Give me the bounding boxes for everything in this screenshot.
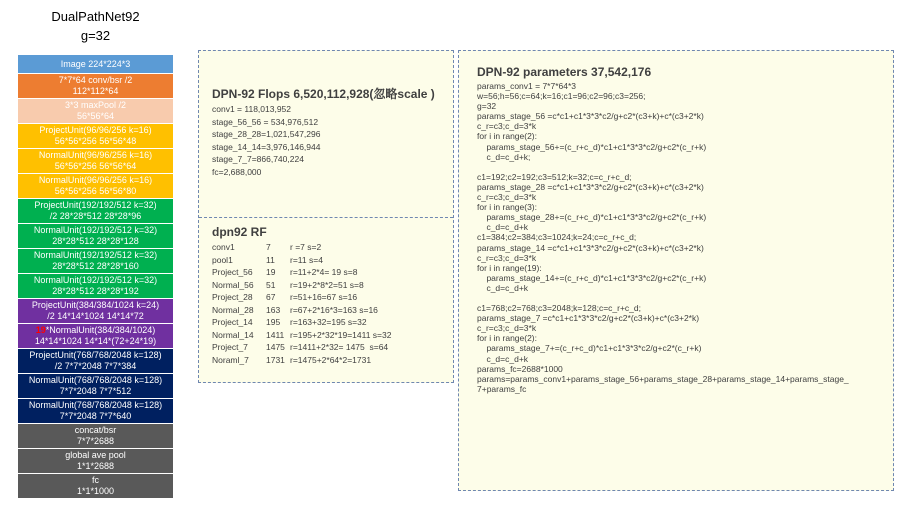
params-line: params_stage_56 =c*c1+c1*3*3*c2/g+c2*(c3+k)+c*(c3+2*k) [477,111,704,122]
block-label: ProjectUnit(96/96/256 k=16) [39,125,152,135]
params-line: c_r=c3;c_d=3*k [477,192,537,203]
stage7-project-unit [18,349,173,374]
params-line [477,162,849,172]
block-shape: 7*7*2048 7*7*640 [59,411,132,421]
params-line: for i in range(3): [477,202,537,213]
block-label: NormalUnit(192/192/512 k=32) [33,275,158,285]
block-shape: 28*28*512 28*28*160 [52,261,139,271]
block-shape: 7*7*2688 [76,436,115,446]
params-line: params_conv1 = 7*7*64*3 [477,81,576,91]
rf-formula: r=1411+2*32= 1475 s=64 [290,342,389,352]
rf-layer: Project_28 [212,292,253,302]
params-line: params_stage_56+=(c_r+c_d)*c1+c1*3*3*c2/g+c2*(c_r+k) [477,141,707,152]
block-shape: 56*56*256 56*56*64 [54,161,137,171]
rf-layer: Noraml_7 [212,354,249,365]
repeat-count-marker: 19 [35,325,46,335]
block-label: NormalUnit(768/768/2048 k=128) [28,375,163,385]
rf-title: dpn92 RF [212,225,267,239]
flops-line: fc=2,688,000 [212,166,262,177]
stage14-normal-unit-repeated [18,324,173,349]
rf-value: 1731 [266,354,285,365]
params-line: 7+params_fc [477,383,527,394]
rf-table [212,241,391,366]
block-label: NormalUnit(192/192/512 k=32) [33,225,158,235]
block-shape: 7*7*2048 7*7*512 [59,386,132,396]
rf-value: 7 [266,242,271,252]
params-line: c_d=c_d+k [477,353,529,364]
block-label: NormalUnit(192/192/512 k=32) [33,250,158,260]
rf-layer: Normal_56 [212,279,254,290]
params-line: for i in range(2): [477,333,537,344]
block-shape: 28*28*512 28*28*128 [52,236,139,246]
params-line: params_stage_7+=(c_r+c_d)*c1+c1*3*3*c2/g+c2*(c_r+k) [477,343,702,354]
rf-formula: r=67+2*16*3=163 s=16 [290,304,378,315]
params-line: params_stage_28+=(c_r+c_d)*c1+c1*3*3*c2/g+c2*(c_r+k) [477,212,707,223]
rf-value: 1475 [266,342,285,352]
rf-formula: r=195+2*32*19=1411 s=32 [290,329,392,340]
block-label [36,325,156,336]
params-line [477,293,849,303]
rf-formula: r=11+2*4= 19 s=8 [290,267,358,277]
rf-row [212,291,391,304]
flops-line: conv1 = 118,013,952 [212,104,292,114]
params-line: params_stage_14+=(c_r+c_d)*c1+c1*3*3*c2/g+c2*(c_r+k) [477,272,707,283]
fc-block [18,474,173,499]
rf-formula: r=163+32=195 s=32 [290,317,367,327]
rf-formula: r=19+2*8*2=51 s=8 [290,279,364,290]
block-shape: 1*1*1000 [76,486,115,496]
flops-title: DPN-92 Flops 6,520,112,928(忽略scale ) [212,87,435,101]
rf-formula: r=51+16=67 s=16 [290,292,358,302]
flops-line: stage_14_14=3,976,146,944 [212,141,321,152]
stage56-normal-unit-1 [18,149,173,174]
block-shape: /2 7*7*2048 7*7*384 [54,361,137,371]
params-line: params=params_conv1+params_stage_56+params_stage_28+params_stage_14+params_stage_ [477,373,849,384]
block-shape: 56*56*256 56*56*48 [54,136,137,146]
block-shape: 28*28*512 28*28*192 [52,286,139,296]
params-line: c_r=c3;c_d=3*k [477,323,537,334]
flops-line: stage_7_7=866,740,224 [212,154,304,164]
block-shape: /2 14*14*1024 14*14*72 [47,311,144,321]
rf-value: 67 [266,292,276,302]
block-shape: 56*56*64 [76,111,115,121]
block-label: NormalUnit(96/96/256 k=16) [38,150,153,160]
stage28-project-unit [18,199,173,224]
flops-line: stage_28_28=1,021,547,296 [212,129,321,139]
rf-row [212,304,391,317]
rf-row [212,266,391,279]
params-line: for i in range(19): [477,262,542,273]
input-block [18,55,173,74]
architecture-stack [18,55,173,499]
rf-value: 11 [266,254,275,265]
params-line: c_d=c_d+k; [477,151,531,162]
params-line: params_fc=2688*1000 [477,363,563,374]
flops-line: stage_56_56 = 534,976,512 [212,116,319,127]
rf-formula: r=11 s=4 [290,254,323,265]
params-title: DPN-92 parameters 37,542,176 [477,65,652,79]
rf-row [212,354,391,367]
rf-layer: conv1 [212,242,235,252]
params-line: c_r=c3;c_d=3*k [477,121,537,132]
rf-row [212,316,391,329]
global-avg-pool-block [18,449,173,474]
params-line: c_r=c3;c_d=3*k [477,252,537,263]
rf-row [212,279,391,292]
rf-value: 1411 [266,329,285,340]
stage28-normal-unit-3 [18,274,173,299]
rf-layer: pool1 [212,254,233,265]
block-shape: 112*112*64 [72,86,119,96]
architecture-subtitle: g=32 [80,28,111,43]
params-line: params_stage_14 =c*c1+c1*3*3*c2/g+c2*(c3+k)+c*(c3+2*k) [477,242,704,253]
rf-row [212,329,391,342]
block-label: concat/bsr [74,425,117,435]
flops-list [212,103,320,178]
architecture-title: DualPathNet92 [51,9,140,24]
params-line: params_stage_7 =c*c1+c1*3*3*c2/g+c2*(c3+k)+c*(c3+2*k) [477,313,700,324]
rf-value: 51 [266,279,276,290]
rf-formula: r =7 s=2 [290,242,322,252]
conv1-block [18,74,173,99]
rf-value: 19 [266,267,276,277]
block-shape: 14*14*1024 14*14*(72+24*19) [34,336,157,346]
stage56-normal-unit-2 [18,174,173,199]
block-label: ProjectUnit(768/768/2048 k=128) [29,350,162,360]
params-line: c1=384;c2=384;c3=1024;k=24;c=c_r+c_d; [477,232,637,243]
rf-layer: Project_7 [212,342,248,352]
stage28-normal-unit-1 [18,224,173,249]
rf-layer: Normal_28 [212,304,254,315]
rf-layer: Project_56 [212,267,253,277]
rf-layer: Normal_14 [212,329,254,340]
stage56-project-unit [18,124,173,149]
stage7-normal-unit-2 [18,399,173,424]
stage7-normal-unit-1 [18,374,173,399]
params-line: c1=768;c2=768;c3=2048;k=128;c=c_r+c_d; [477,303,641,314]
params-line: params_stage_28 =c*c1+c1*3*3*c2/g+c2*(c3+k)+c*(c3+2*k) [477,181,704,192]
rf-value: 195 [266,317,281,327]
params-line: c_d=c_d+k [477,282,529,293]
panel-divider [199,217,453,218]
block-shape: /2 28*28*512 28*28*96 [49,211,142,221]
rf-row [212,341,391,354]
block-label: NormalUnit(96/96/256 k=16) [38,175,153,185]
params-line: c1=192;c2=192;c3=512;k=32;c=c_r+c_d; [477,171,632,182]
stage14-project-unit [18,299,173,324]
block-label: ProjectUnit(192/192/512 k=32) [34,200,157,210]
block-label: Image 224*224*3 [60,58,131,69]
maxpool-block [18,99,173,124]
block-shape: 56*56*256 56*56*80 [54,186,137,196]
block-label: ProjectUnit(384/384/1024 k=24) [31,300,160,310]
block-label: 3*3 maxPool /2 [64,100,127,110]
params-line: w=56;h=56;c=64;k=16;c1=96;c2=96;c3=256; [477,91,646,102]
block-label: NormalUnit(768/768/2048 k=128) [28,400,163,410]
block-label: global ave pool [65,450,126,460]
params-line: c_d=c_d+k [477,222,529,233]
stage28-normal-unit-2 [18,249,173,274]
params-panel [458,50,894,491]
params-line: g=32 [477,101,497,112]
flops-rf-panel [198,50,454,383]
block-shape: 1*1*2688 [76,461,115,471]
params-line: for i in range(2): [477,131,537,142]
block-label-text: *NormalUnit(384/384/1024) [45,325,156,335]
rf-value: 163 [266,304,281,315]
rf-layer: Project_14 [212,317,253,327]
params-code [477,81,849,394]
concat-block [18,424,173,449]
rf-row [212,241,391,254]
block-label: fc [91,475,99,485]
rf-formula: r=1475+2*64*2=1731 [290,354,372,365]
block-label: 7*7*64 conv/bsr /2 [58,75,133,85]
rf-row [212,254,391,267]
